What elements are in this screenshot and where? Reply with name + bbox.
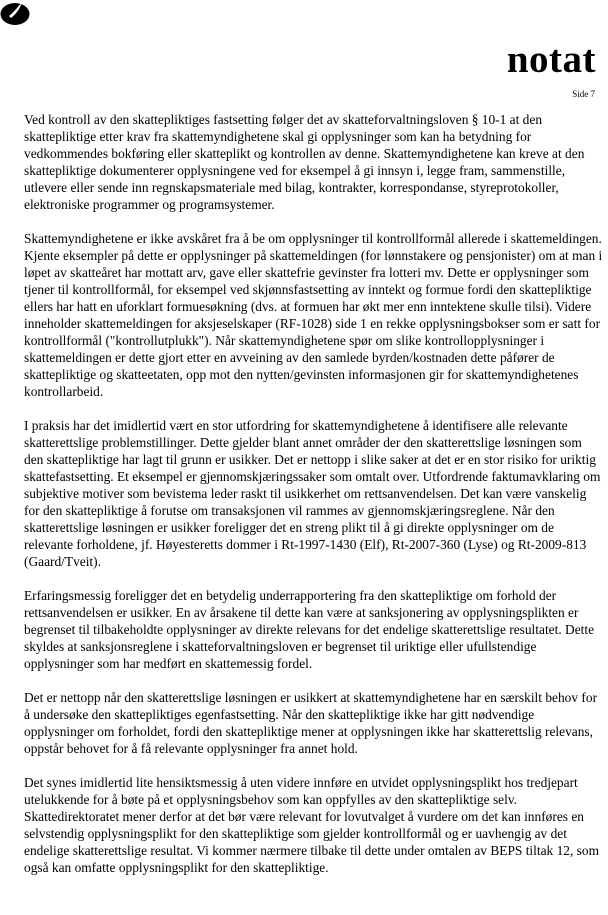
paragraph: Det er nettopp når den skatterettslige løsningen er usikkert at skattemyndighetene har en særskilt behov for å undersøke den skattepliktiges egenfastsetting. Når den skattepliktige ikke har gitt nødvendige opplysninger om forholdet, fordi den skattepliktige mener at opplysningen ikke har skatterettslig relevans, oppstår behovet for å få relevante opplysninger fra annet hold.: [24, 690, 598, 756]
paragraph: Ved kontroll av den skattepliktiges fastsetting følger det av skatteforvaltningsloven § 10-1 at den skattepliktige etter krav fra skattemyndighetene skal gi opplysninger som kan ha betydning for vedkommendes bokføring eller skatteplikt og kontrollen av denne. Skattemyndighetene kan kreve at den skattepliktige dokumenterer opplysningene ved for eksempel å gi innsyn i, legge fram, sammenstille, utlevere eller sende inn regnskapsmateriale med bilag, kontrakter, korrespondanse, styreprotokoller, elektroniske programmer og programsystemer.: [24, 112, 585, 212]
page-number: Side 7: [572, 89, 595, 99]
dove-logo-icon: [0, 0, 30, 26]
paragraph: I praksis har det imidlertid vært en stor utfordring for skattemyndighetene å identifisere alle relevante skatterettslige problemstillinger. Dette gjelder blant annet områder der den skatterettslige løsningen som den skattepliktige har lagt til grunn er usikker. Det er nettopp i slike saker at det er en stor risiko for uriktig skattefastsetting. Et eksempel er gjennomskjæringssaker som omtalt over. Utfordrende faktumavklaring om subjektive motiver som bevistema leder raskt til usikkerhet om rettsanvendelsen. Det kan være vanskelig for den skattepliktige å forutse om transaksjonen vil rammes av gjennomskjæringsreglene. Når den skatterettslige løsningen er usikker foreligger det en streng plikt til å gi direkte opplysninger om de relevante forholdene, jf. Høyesteretts dommer i Rt-1997-1430 (Elf), Rt-2007-360 (Lyse) og Rt-2009-813 (Gaard/Tveit).: [24, 418, 601, 569]
paragraph: Erfaringsmessig foreligger det en betydelig underrapportering fra den skattepliktige om forhold der rettsanvendelsen er usikker. En av årsakene til dette kan være at sanksjonering av opplysningsplikten er begrenset til tilbakeholdte opplysninger av direkte relevans for det endelige skatterettslige resultatet. Dette skyldes at sanksjonsreglene i skatteforvaltningsloven er begrenset til uriktige eller ufullstendige opplysninger som har medført en skattemessig fordel.: [24, 588, 595, 671]
paragraph: Skattemyndighetene er ikke avskåret fra å be om opplysninger til kontrollformål allerede i skattemeldingen. Kjente eksempler på dette er opplysninger på skattemeldingen (for lønnstakere og pensjonister) om at man i løpet av skatteåret har mottatt arv, gave eller skattefrie gevinster fra lotteri mv. Dette er opplysninger som tjener til kontrollformål, for eksempel ved skjønnsfastsetting av inntekt og formue fordi den skattepliktige ellers har hatt en uforklart formuesøkning (dvs. at formuen har økt mer enn inntektene skulle tilsi). Videre inneholder skattemeldingen for aksjeselskaper (RF-1028) side 1 en rekke opplysningsbokser som er satt for kontrollformål ("kontrollutplukk"). Når skattemyndighetene spør om slike kontrollopplysninger i skattemeldingen er dette gjort etter en avveining av den samlede byrden/kostnaden dette påfører de skattepliktige og skatteetaten, opp mot den nytten/gevinsten informasjonen gir for skattemyndighetenes kontrollarbeid.: [24, 231, 603, 399]
document-title: notat: [506, 38, 596, 81]
document-body: [24, 111, 604, 893]
paragraph: Det synes imidlertid lite hensiktsmessig å uten videre innføre en utvidet opplysningsplikt hos tredjepart utelukkende for å bøte på et opplysningsbehov som kan oppfylles av den skattepliktige selv. Skattedirektoratet mener derfor at det bør være relevant for lovutvalget å vurdere om det kan innføres en selvstendig opplysningsplikt for den skattepliktige som gjelder kontrollformål og er uavhengig av det endelige skatterettslige resultat. Vi kommer nærmere tilbake til dette under omtalen av BEPS tiltak 12, som også kan omfatte opplysningsplikt for den skattepliktige.: [24, 775, 599, 875]
